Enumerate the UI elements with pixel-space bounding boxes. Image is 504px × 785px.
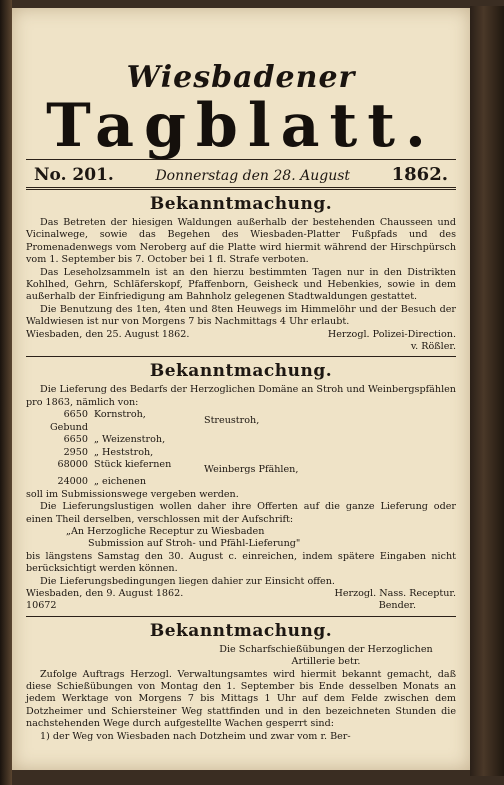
rule-dateline	[26, 187, 456, 190]
item-qty: 6650	[63, 434, 88, 446]
item-qty: 24000	[57, 476, 88, 488]
notice-heading: Bekanntmachung.	[149, 361, 333, 382]
notice-heading: Bekanntmachung.	[149, 620, 333, 641]
notice-paragraph: Das Betreten der hiesigen Waldungen außerhalb der bestehenden Chausseen und Vicinalwege, sowie das Begehen des Wiesbaden-Platter Fußpfads und des Promenadenwegs vom Neroberg auf die Platte wird hiermit während der Hirschpürsch vom 1. September bis 7. October bei 1 fl. Strafe verboten.	[26, 217, 456, 266]
notice-forest	[26, 194, 456, 353]
signer: Bender.	[378, 600, 416, 612]
notice-signature-line	[26, 329, 456, 341]
binding-edge-left	[0, 0, 12, 785]
place-date: Wiesbaden, den 9. August 1862.	[26, 587, 184, 599]
rule-separator	[26, 616, 456, 617]
signer: v. Rößler.	[410, 341, 456, 353]
item-name: „ Weizenstroh,	[94, 434, 166, 446]
item-name: Kornstroh,	[94, 409, 146, 421]
notice-paragraph: Die Lieferung des Bedarfs der Herzoglichen Domäne an Stroh und Weinbergspfählen pro 1863, nämlich von:	[26, 384, 456, 408]
notice-paragraph: Die Benutzung des 1ten, 4ten und 8ten Heuwegs im Himmelöhr und der Besuch der Waldwiesen ist nur von Morgens 7 bis Nachmittags 4 Uhr erlaubt.	[26, 303, 456, 328]
notice-artillery	[26, 621, 456, 743]
notice-heading: Bekanntmachung.	[149, 194, 333, 214]
issue-number: No. 201.	[34, 165, 114, 185]
place-date: Wiesbaden, den 25. August 1862.	[26, 328, 190, 340]
list-item	[26, 476, 456, 488]
item-name: „ Heststroh,	[94, 446, 154, 458]
notice-signature-line	[26, 600, 456, 612]
authority: Herzogl. Nass. Receptur.	[334, 587, 456, 599]
item-qty: 6650 Gebund	[50, 409, 88, 433]
newspaper-page	[12, 8, 470, 770]
notice-signature-line	[26, 588, 456, 600]
brace-label: Weinbergs Pfählen,	[204, 463, 299, 475]
masthead-title: Tagblatt.	[46, 91, 436, 161]
issue-year: 1862.	[391, 164, 448, 185]
rule-separator	[26, 356, 456, 357]
address-line: „An Herzogliche Receptur zu Wiesbaden	[66, 525, 265, 537]
list-item	[26, 434, 456, 446]
reference-number: 10672	[26, 600, 57, 612]
page-stack-right	[470, 6, 504, 776]
notice-paragraph: bis längstens Samstag den 30. August c. einreichen, indem spätere Eingaben nicht berücksichtigt werden können.	[26, 550, 456, 575]
list-item	[26, 447, 456, 459]
item-name: „ eichenen	[94, 476, 147, 488]
brace-label: Streustroh,	[204, 415, 260, 427]
authority: Herzogl. Polizei-Direction.	[327, 328, 456, 340]
notice-paragraph: soll im Submissionswege vergeben werden.	[26, 488, 239, 500]
notice-straw-supply	[26, 361, 456, 612]
notice-subject: Die Scharfschießübungen der Herzoglichen Artillerie betr.	[219, 643, 433, 668]
item-name: Stück kiefernen	[94, 458, 172, 470]
address-line: Submission auf Stroh- und Pfähl-Lieferung"	[88, 538, 301, 550]
notice-paragraph: Zufolge Auftrags Herzogl. Verwaltungsamtes wird hiermit bekannt gemacht, daß diese Schießübungen von Montag den 1. September bis Ende desselben Monats an jedem Werktage von Morgens 7 bis Mittags 1 Uhr auf dem Felde zwischen dem Dotzheimer und Schiersteiner Weg stattfinden und in den bezeichneten Stunden die nachstehenden Wege durch aufgestellte Wachen gesperrt sind:	[26, 668, 456, 730]
notice-paragraph: Die Lieferungslustigen wollen daher ihre Offerten auf die ganze Lieferung oder einen Theil derselben, verschlossen mit der Aufschrift:	[26, 501, 456, 525]
notice-paragraph: 1) der Weg von Wiesbaden nach Dotzheim und zwar vom r. Ber-	[40, 730, 351, 742]
list-item	[26, 409, 456, 434]
notice-paragraph: Die Lieferungsbedingungen liegen dahier zur Einsicht offen.	[40, 575, 335, 587]
notice-paragraph: Das Leseholzsammeln ist an den hierzu bestimmten Tagen nur in den Distrikten Kohlhed, Gehrn, Schläferskopf, Pfaffenborn, Geisheck und Hebenkies, sowie in dem außerhalb der Einfriedigung am Bahnholz gelegenen Stadtwaldungen gestattet.	[26, 266, 456, 303]
masthead	[12, 60, 470, 159]
item-qty: 2950	[63, 446, 88, 458]
issue-date: Donnerstag den 28. August	[155, 168, 351, 184]
supply-list	[26, 409, 456, 488]
dateline	[34, 164, 448, 185]
list-item	[26, 459, 456, 476]
masthead-city: Wiesbadener	[126, 60, 356, 95]
item-qty: 68000	[57, 458, 88, 470]
